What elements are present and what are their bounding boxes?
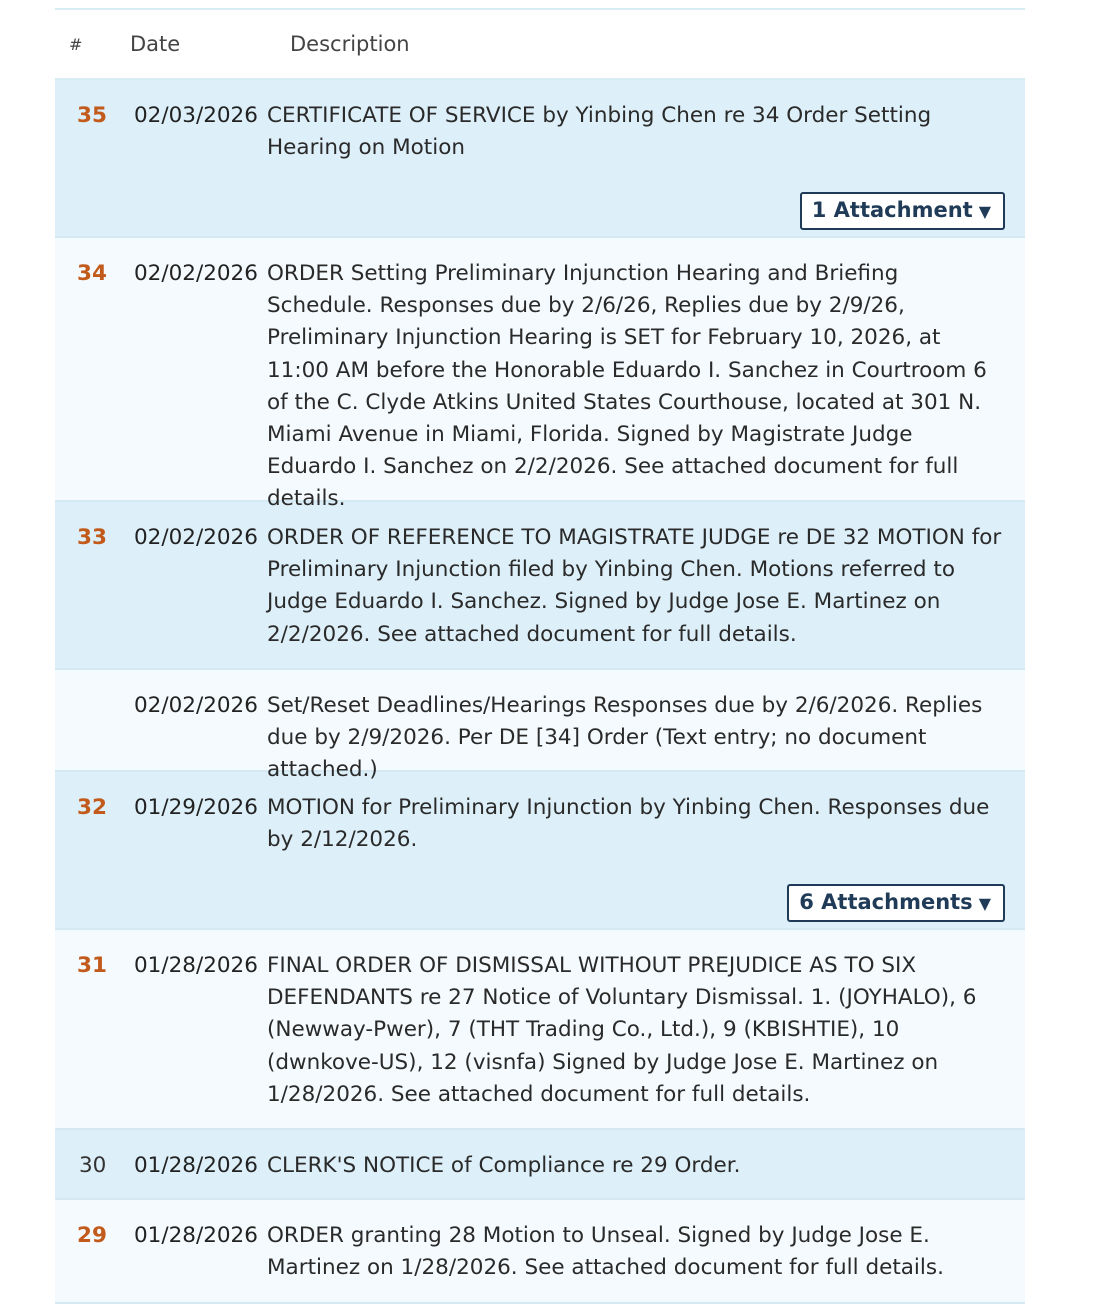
docket-table [55, 8, 1025, 1304]
entry-date: 02/02/2026 [134, 693, 258, 718]
attachments-button[interactable] [787, 884, 1005, 922]
entry-date: 01/28/2026 [134, 1223, 258, 1248]
entry-number-link[interactable]: 33 [77, 525, 107, 550]
docket-header [55, 10, 1025, 80]
entry-description: MOTION for Preliminary Injunction by Yinbing Chen. Responses due by 2/12/2026. [267, 795, 990, 853]
entry-description: Set/Reset Deadlines/Hearings Responses due by 2/6/2026. Replies due by 2/9/2026. Per DE [34] Order (Text entry; no document attached.) [267, 693, 983, 783]
header-date: Date [130, 32, 181, 56]
entry-description: FINAL ORDER OF DISMISSAL WITHOUT PREJUDICE AS TO SIX DEFENDANTS re 27 Notice of Voluntary Dismissal. 1. (JOYHALO), 6 (Newway-Pwer), 7 (THT Trading Co., Ltd.), 9 (KBISHTIE), 10 (dwnkove-US), 12 (visnfa) Signed by Judge Jose E. Martinez on 1/28/2026. See attached document for full details. [267, 953, 977, 1107]
header-description: Description [290, 32, 410, 56]
entry-description-block [267, 792, 1025, 922]
docket-entry [55, 670, 1025, 783]
entry-number-link[interactable]: 29 [77, 1223, 107, 1248]
entry-date: 02/03/2026 [134, 103, 258, 128]
entry-description: ORDER Setting Preliminary Injunction Hearing and Briefing Schedule. Responses due by 2/6/26, Replies due by 2/9/26, Preliminary Injunction Hearing is SET for February 10, 2026, at 11:00 AM before the Honorable Eduardo I. Sanchez in Courtroom 6 of the C. Clyde Atkins United States Courthouse, located at 301 N. Miami Avenue in Miami, Florida. Signed by Magistrate Judge Eduardo I. Sanchez on 2/2/2026. See attached document for full details. [267, 261, 987, 512]
entry-number-link[interactable]: 34 [77, 261, 107, 286]
docket-entry [55, 1130, 1025, 1200]
entry-date: 02/02/2026 [134, 261, 258, 286]
docket-entry [55, 502, 1025, 670]
entry-number: 30 [79, 1153, 107, 1178]
docket-entry [55, 772, 1025, 930]
entry-number-link[interactable]: 32 [77, 795, 107, 820]
docket-entry [55, 238, 1025, 512]
header-number: # [69, 34, 83, 54]
entry-description: ORDER granting 28 Motion to Unseal. Signed by Judge Jose E. Martinez on 1/28/2026. See attached document for full details. [267, 1223, 944, 1281]
entry-date: 01/28/2026 [134, 1153, 258, 1178]
attachments-label: 1 Attachment [811, 198, 973, 223]
dropdown-caret-icon: ▼ [978, 202, 991, 222]
docket-entry [55, 80, 1025, 238]
entry-number-link[interactable]: 31 [77, 953, 107, 978]
docket-entry [55, 1200, 1025, 1304]
attachments-button[interactable] [800, 192, 1005, 230]
dropdown-caret-icon: ▼ [978, 894, 991, 914]
entry-description-block [267, 100, 1025, 230]
entry-date: 02/02/2026 [134, 525, 258, 550]
entry-number-link[interactable]: 35 [77, 103, 107, 128]
docket-entry [55, 930, 1025, 1130]
entry-description: ORDER OF REFERENCE TO MAGISTRATE JUDGE re DE 32 MOTION for Preliminary Injunction filed by Yinbing Chen. Motions referred to Judge Eduardo I. Sanchez. Signed by Judge Jose E. Martinez on 2/2/2026. See attached document for full details. [267, 525, 1002, 647]
entry-date: 01/28/2026 [134, 953, 258, 978]
entry-description: CERTIFICATE OF SERVICE by Yinbing Chen re 34 Order Setting Hearing on Motion [267, 103, 932, 161]
entry-date: 01/29/2026 [134, 795, 258, 820]
entry-description: CLERK'S NOTICE of Compliance re 29 Order. [267, 1153, 741, 1178]
attachments-label: 6 Attachments [799, 890, 973, 915]
